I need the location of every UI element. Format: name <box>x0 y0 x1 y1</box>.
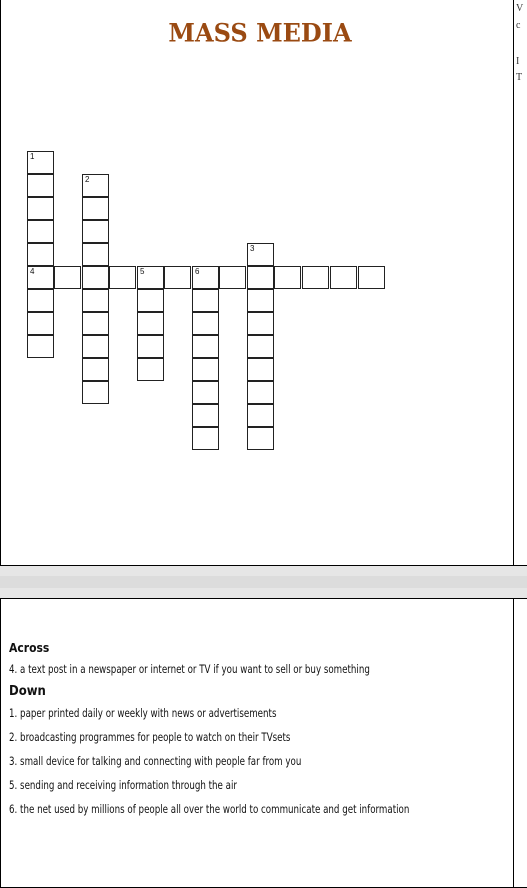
crossword-cell[interactable] <box>27 335 54 358</box>
clue-down-6: 6. the net used by millions of people all over the world to communicate and get information <box>9 802 410 816</box>
clue-number: 5 <box>140 267 145 276</box>
adjacent-page-edge <box>514 0 527 566</box>
crossword-cell[interactable] <box>247 243 274 266</box>
clue-number: 1 <box>30 152 35 161</box>
crossword-cell[interactable] <box>247 266 274 289</box>
crossword-cell[interactable] <box>219 266 246 289</box>
clue-number: 6 <box>195 267 200 276</box>
side-letter: T <box>516 72 523 83</box>
side-letter: I <box>516 56 520 67</box>
crossword-cell[interactable] <box>192 289 219 312</box>
crossword-cell[interactable] <box>164 266 191 289</box>
crossword-cell[interactable] <box>192 312 219 335</box>
down-heading: Down <box>9 684 46 699</box>
crossword-cell[interactable] <box>82 266 109 289</box>
clue-down-1: 1. paper printed daily or weekly with news or advertisements <box>9 706 277 720</box>
crossword-cell[interactable] <box>137 266 164 289</box>
crossword-cell[interactable] <box>137 335 164 358</box>
crossword-cell[interactable] <box>274 266 301 289</box>
crossword-cell[interactable] <box>109 266 136 289</box>
crossword-cell[interactable] <box>192 381 219 404</box>
clue-number: 4 <box>30 267 35 276</box>
crossword-cell[interactable] <box>247 289 274 312</box>
crossword-cell[interactable] <box>27 220 54 243</box>
clue-number: 2 <box>85 175 90 184</box>
side-letter: c <box>516 20 521 31</box>
page-gap <box>0 566 527 598</box>
crossword-cell[interactable] <box>27 174 54 197</box>
crossword-cell[interactable] <box>137 312 164 335</box>
crossword-cell[interactable] <box>27 312 54 335</box>
crossword-cell[interactable] <box>137 289 164 312</box>
crossword-cell[interactable] <box>247 312 274 335</box>
clue-down-2: 2. broadcasting programmes for people to watch on their TVsets <box>9 730 291 744</box>
crossword-cell[interactable] <box>27 151 54 174</box>
crossword-cell[interactable] <box>82 220 109 243</box>
crossword-cell[interactable] <box>247 404 274 427</box>
crossword-cell[interactable] <box>82 289 109 312</box>
crossword-cell[interactable] <box>82 358 109 381</box>
crossword-cell[interactable] <box>192 404 219 427</box>
crossword-cell[interactable] <box>192 358 219 381</box>
clues-section <box>9 640 514 817</box>
crossword-cell[interactable] <box>247 358 274 381</box>
side-letter: V <box>516 3 524 14</box>
crossword-cell[interactable] <box>247 427 274 450</box>
page-title: MASS MEDIA <box>168 17 352 48</box>
crossword-cell[interactable] <box>82 381 109 404</box>
crossword-cell[interactable] <box>27 266 54 289</box>
crossword-cell[interactable] <box>82 243 109 266</box>
crossword-cell[interactable] <box>192 427 219 450</box>
crossword-cell[interactable] <box>82 335 109 358</box>
crossword-cell[interactable] <box>302 266 329 289</box>
clue-number: 3 <box>250 244 255 253</box>
crossword-cell[interactable] <box>27 197 54 220</box>
crossword-cell[interactable] <box>330 266 357 289</box>
crossword-cell[interactable] <box>54 266 81 289</box>
crossword-cell[interactable] <box>82 174 109 197</box>
across-heading: Across <box>9 641 50 655</box>
crossword-cell[interactable] <box>192 335 219 358</box>
crossword-cell[interactable] <box>137 358 164 381</box>
adjacent-page-edge <box>514 598 527 888</box>
crossword-cell[interactable] <box>82 312 109 335</box>
crossword-cell[interactable] <box>358 266 385 289</box>
crossword-cell[interactable] <box>82 197 109 220</box>
crossword-cell[interactable] <box>247 381 274 404</box>
crossword-cell[interactable] <box>247 335 274 358</box>
clue-down-3: 3. small device for talking and connecting with people far from you <box>9 754 302 768</box>
clue-across-4: 4. a text post in a newspaper or internet or TV if you want to sell or buy something <box>9 662 370 676</box>
crossword-cell[interactable] <box>27 289 54 312</box>
crossword-cell[interactable] <box>27 243 54 266</box>
crossword-cell[interactable] <box>192 266 219 289</box>
clue-down-5: 5. sending and receiving information through the air <box>9 778 237 792</box>
